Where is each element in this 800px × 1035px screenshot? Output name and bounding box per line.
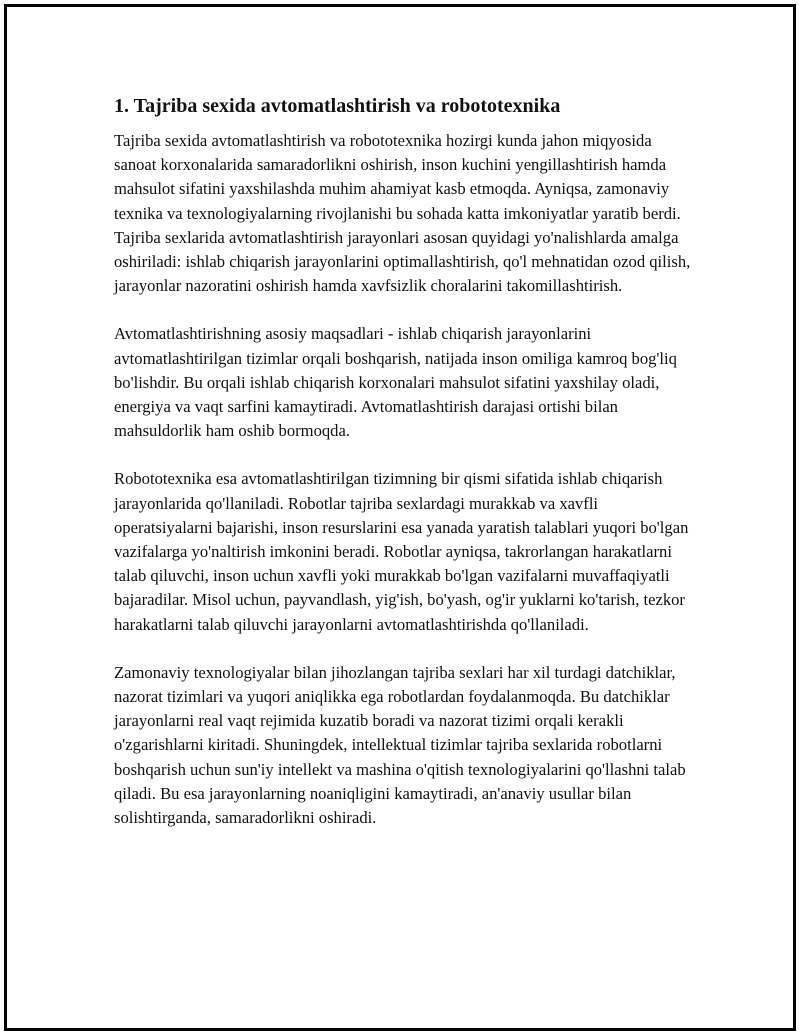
paragraph-intro: Tajriba sexida avtomatlashtirish va robototexnika hozirgi kunda jahon miqyosida sanoat korxonalarida samaradorlikni oshirish, inson kuchini yengillashtirish hamda mahsulot sifatini yaxshilashda muhim ahamiyat kasb etmoqda. Ayniqsa, zamonaviy texnika va texnologiyalarning rivojlanishi bu sohada katta imkoniyatlar yaratib berdi. Tajriba sexlarida avtomatlashtirish jarayonlari asosan quyidagi yo'nalishlarda amalga oshiriladi: ishlab chiqarish jarayonlarini optimallashtirish, qo'l mehnatidan ozod qilish, jarayonlar nazoratini oshirish hamda xavfsizlik choralarini takomillashtirish.	[114, 131, 691, 296]
paragraph-automation-goals: Avtomatlashtirishning asosiy maqsadlari - ishlab chiqarish jarayonlarini avtomatlashtirilgan tizimlar orqali boshqarish, natijada inson omiliga kamroq bog'liq bo'lishdir. Bu orqali ishlab chiqarish korxonalari mahsulot sifatini yaxshilay oladi, energiya va vaqt sarfini kamaytiradi. Avtomatlashtirish darajasi ortishi bilan mahsuldorlik ham oshib bormoqda.	[114, 324, 677, 441]
paragraph-modern-technologies: Zamonaviy texnologiyalar bilan jihozlangan tajriba sexlari har xil turdagi datchiklar, nazorat tizimlari va yuqori aniqlikka ega robotlardan foydalanmoqda. Bu datchiklar jarayonlarni real vaqt rejimida kuzatib boradi va nazorat tizimi orqali kerakli o'zgarishlarni kiritadi. Shuningdek, intellektual tizimlar tajriba sexlarida robotlarni boshqarish uchun sun'iy intellekt va mashina o'qitish texnologiyalarini qo'llashni talab qiladi. Bu esa jarayonlarning noaniqligini kamaytiradi, an'anaviy usullar bilan solishtirganda, samaradorlikni oshiradi.	[114, 662, 686, 828]
paragraph-robotics: Robototexnika esa avtomatlashtirilgan tizimning bir qismi sifatida ishlab chiqarish jarayonlarida qo'llaniladi. Robotlar tajriba sexlardagi murakkab va xavfli operatsiyalarni bajarishi, inson resurslarini esa yanada yaratish talablari yuqori bo'lgan vazifalarga yo'naltirish imkonini beradi. Robotlar ayniqsa, takrorlangan harakatlarni talab qiluvchi, inson uchun xavfli yoki murakkab bo'lgan vazifalarni muvaffaqiyatli bajaradilar. Misol uchun, payvandlash, yig'ish, bo'yash, og'ir yuklarni ko'tarish, tezkor harakatlarni talab qiluvchi jarayonlarni avtomatlashtirishda qo'llaniladi.	[114, 469, 689, 634]
document-body	[114, 93, 694, 854]
section-title: 1. Tajriba sexida avtomatlashtirish va robototexnika	[114, 95, 561, 117]
